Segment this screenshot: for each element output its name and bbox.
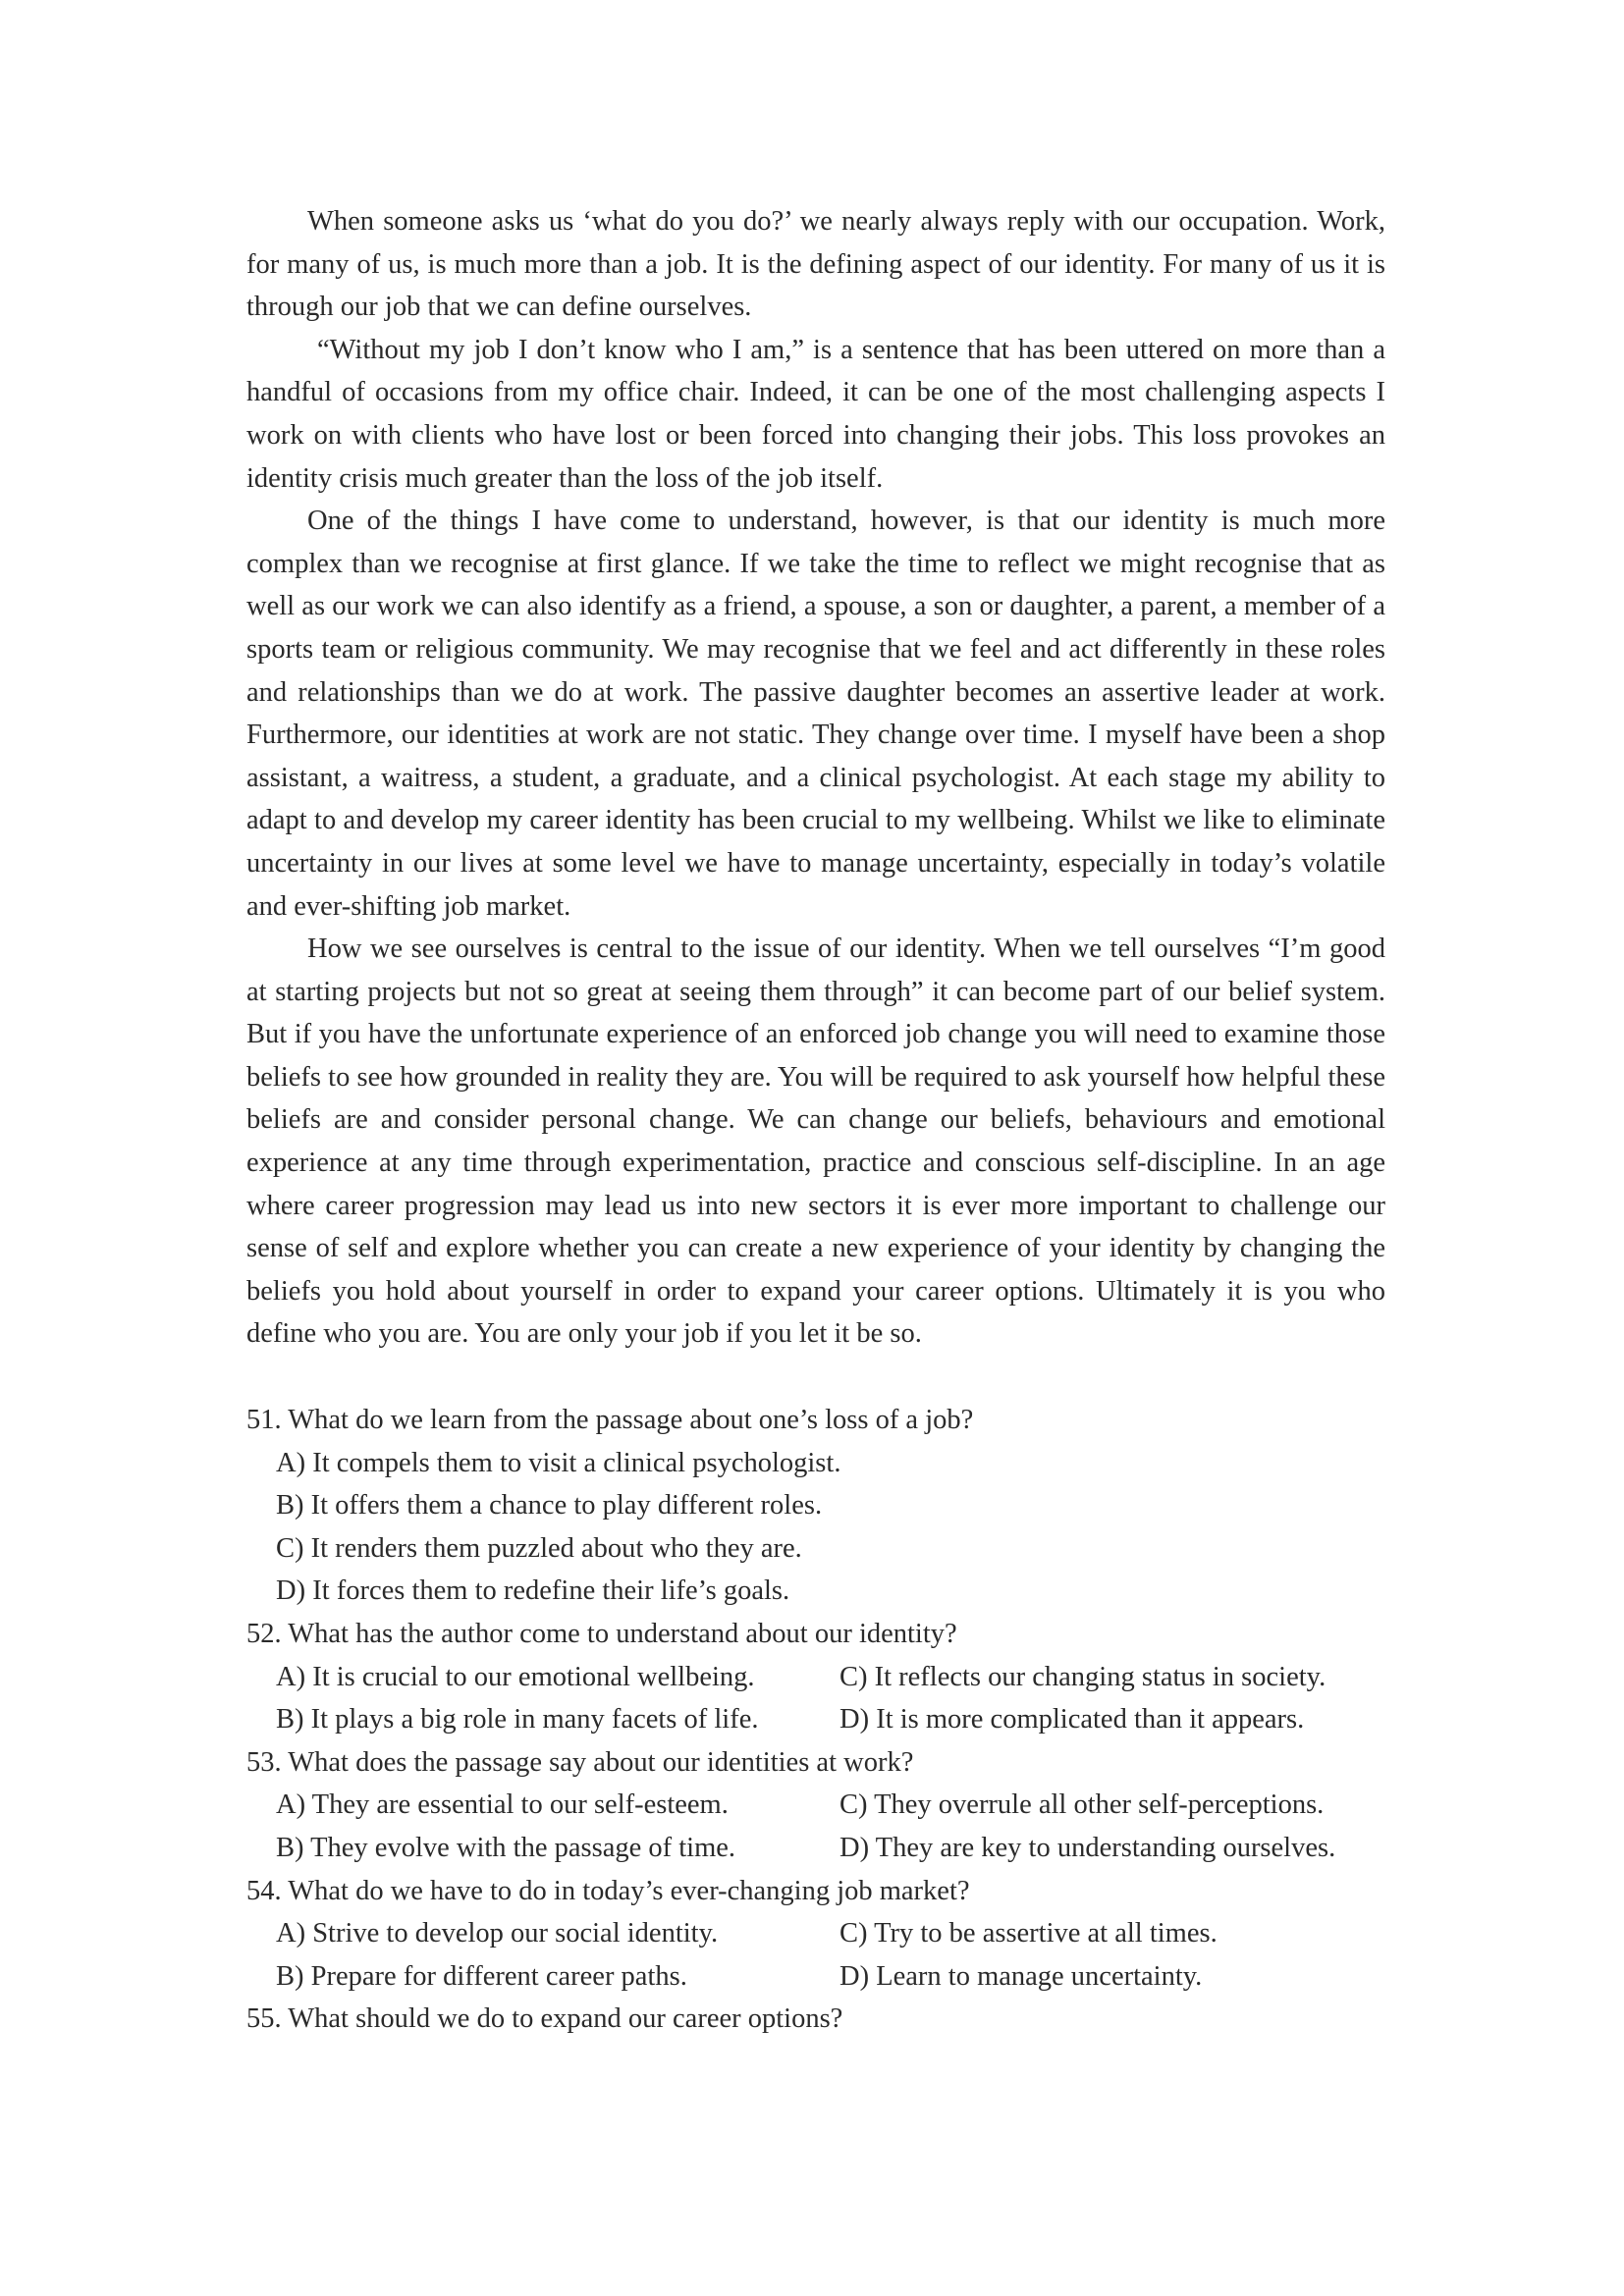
question-stem: 54. What do we have to do in today’s ever-changing job market? xyxy=(246,1875,970,1906)
answer-option: A) It is crucial to our emotional wellbeing. xyxy=(276,1661,755,1692)
option-row xyxy=(276,1912,1385,1955)
answer-option: C) They overrule all other self-perceptions. xyxy=(839,1789,1325,1821)
reading-passage xyxy=(246,200,1385,1356)
option-row xyxy=(276,1698,1385,1741)
question-stem: 55. What should we do to expand our career options? xyxy=(246,2003,843,2035)
question-stem: 53. What does the passage say about our identities at work? xyxy=(246,1746,914,1778)
question-stem: 52. What has the author come to understand about our identity? xyxy=(246,1619,957,1649)
option-row xyxy=(276,1656,1385,1699)
passage-paragraph: When someone asks us ‘what do you do?’ we nearly always reply with our occupation. Work, for many of us, is much more than a job. It is the defining aspect of our identity. For many of us it is through our job that we can define ourselves. xyxy=(246,206,1385,323)
option-row xyxy=(276,1827,1385,1870)
question-stem: 51. What do we learn from the passage about one’s loss of a job? xyxy=(246,1405,974,1436)
option-row xyxy=(276,1784,1385,1827)
answer-option: A) Strive to develop our social identity. xyxy=(276,1918,719,1949)
question-block xyxy=(246,1399,1385,1613)
answer-option: B) They evolve with the passage of time. xyxy=(276,1832,736,1863)
option-list xyxy=(246,1656,1385,1741)
question-block xyxy=(246,1613,1385,1741)
answer-option: C) It reflects our changing status in society. xyxy=(839,1661,1326,1692)
answer-option: A) They are essential to our self-esteem. xyxy=(276,1789,729,1821)
answer-option: B) It offers them a chance to play different roles. xyxy=(276,1490,823,1522)
question-block xyxy=(246,1998,1385,2041)
option-list xyxy=(246,1784,1385,1869)
answer-option: A) It compels them to visit a clinical psychologist. xyxy=(276,1447,841,1478)
option-list xyxy=(246,1442,1385,1613)
answer-option: D) It is more complicated than it appears. xyxy=(839,1704,1305,1735)
answer-option: B) It plays a big role in many facets of life. xyxy=(276,1704,759,1735)
option-list xyxy=(246,1912,1385,1998)
passage-paragraph: “Without my job I don’t know who I am,” is a sentence that has been uttered on more than a handful of occasions from my office chair. Indeed, it can be one of the most challenging aspects I work on with clients who have lost or been forced into changing their jobs. This loss provokes an identity crisis much greater than the loss of the job itself. xyxy=(246,334,1385,494)
passage-paragraph: How we see ourselves is central to the issue of our identity. When we tell ourselves “I’m good at starting projects but not so great at seeing them through” it can become part of our belief system. But if you have the unfortunate experience of an enforced job change you will need to examine those beliefs to see how grounded in reality they are. You will be required to ask yourself how helpful these beliefs are and consider personal change. We can change our beliefs, behaviours and emotional experience at any time through experimentation, practice and conscious self-discipline. In an age where career progression may lead us into new sectors it is ever more important to challenge our sense of self and explore whether you can create a new experience of your identity by changing the beliefs you hold about yourself in order to expand your career options. Ultimately it is you who define who you are. You are only your job if you let it be so. xyxy=(246,934,1385,1350)
question-block xyxy=(246,1870,1385,1999)
option-row xyxy=(276,1955,1385,1999)
answer-option: C) It renders them puzzled about who they are. xyxy=(276,1532,802,1564)
document-page xyxy=(246,200,1385,2041)
passage-paragraph: One of the things I have come to understand, however, is that our identity is much more complex than we recognise at first glance. If we take the time to reflect we might recognise that as well as our work we can also identify as a friend, a spouse, a son or daughter, a parent, a member of a sports team or religious community. We may recognise that we feel and act differently in these roles and relationships than we do at work. The passive daughter becomes an assertive leader at work. Furthermore, our identities at work are not static. They change over time. I myself have been a shop assistant, a waitress, a student, a graduate, and a clinical psychologist. At each stage my ability to adapt to and develop my career identity has been crucial to my wellbeing. Whilst we like to eliminate uncertainty in our lives at some level we have to manage uncertainty, especially in today’s volatile and ever-shifting job market. xyxy=(246,506,1385,922)
answer-option: D) It forces them to redefine their life’s goals. xyxy=(276,1575,790,1607)
question-block xyxy=(246,1741,1385,1870)
answer-option: B) Prepare for different career paths. xyxy=(276,1960,687,1992)
answer-option: D) Learn to manage uncertainty. xyxy=(839,1960,1203,1992)
answer-option: D) They are key to understanding ourselves. xyxy=(839,1832,1336,1863)
answer-option: C) Try to be assertive at all times. xyxy=(839,1918,1218,1949)
question-list xyxy=(246,1399,1385,2041)
